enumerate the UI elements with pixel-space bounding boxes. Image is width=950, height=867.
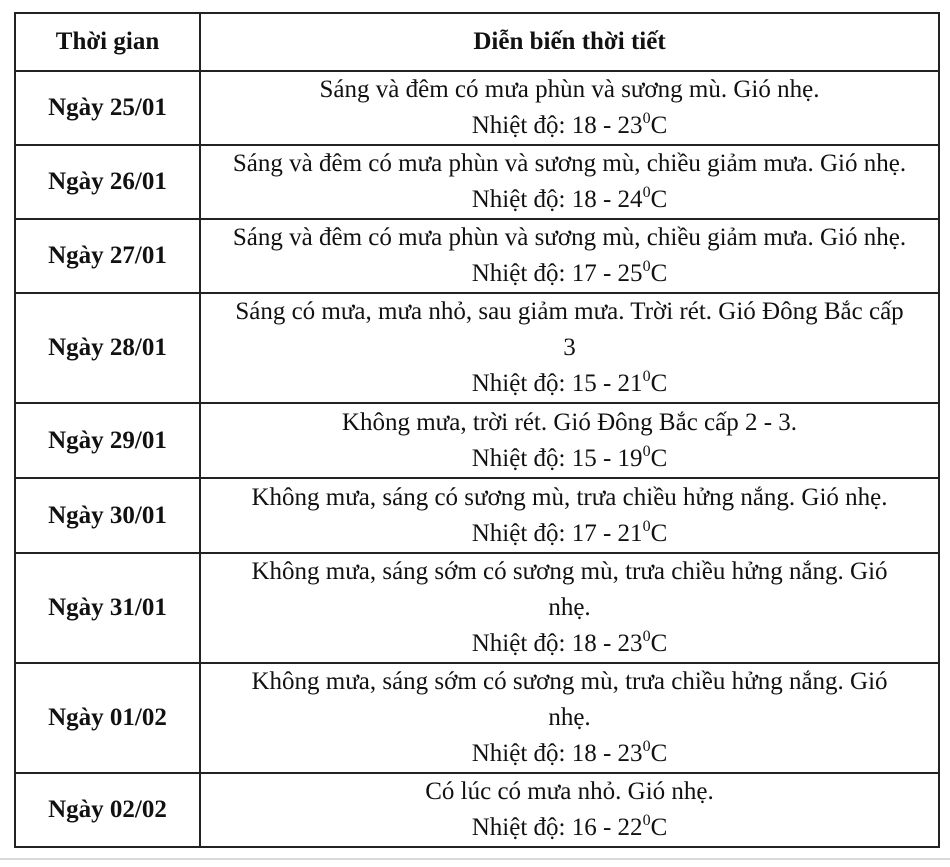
degree-mark: 0	[642, 738, 651, 755]
temperature-line	[203, 626, 936, 662]
row-weather	[200, 219, 939, 293]
table-row	[15, 145, 939, 219]
weather-description: Không mưa, sáng có sương mù, trưa chiều hửng nắng. Gió nhẹ.	[251, 483, 888, 511]
temperature-unit: C	[650, 112, 668, 139]
temperature-label: Nhiệt độ:	[471, 740, 566, 767]
temperature-label: Nhiệt độ:	[471, 519, 566, 547]
temperature-range: 18 - 23	[571, 112, 643, 139]
temperature-label: Nhiệt độ:	[471, 814, 566, 841]
temperature-unit: C	[650, 260, 668, 287]
weather-description-continued: 3	[563, 334, 576, 361]
row-date: Ngày 27/01	[15, 219, 200, 293]
temperature-range: 18 - 24	[571, 186, 643, 213]
row-weather	[200, 71, 939, 145]
temperature-range: 17 - 21	[571, 519, 643, 547]
degree-mark: 0	[642, 628, 651, 645]
weather-description-continued: nhẹ.	[548, 594, 591, 621]
degree-mark: 0	[642, 812, 651, 829]
temperature-range: 15 - 21	[571, 370, 643, 397]
temperature-label: Nhiệt độ:	[471, 186, 566, 213]
row-date: Ngày 02/02	[15, 773, 200, 847]
bottom-divider	[0, 858, 950, 860]
table-row	[15, 663, 939, 773]
temperature-unit: C	[650, 630, 668, 657]
temperature-line	[203, 256, 936, 292]
header-weather: Diễn biến thời tiết	[200, 13, 939, 71]
degree-mark: 0	[642, 184, 651, 201]
temperature-unit: C	[650, 444, 668, 472]
header-time: Thời gian	[15, 13, 200, 71]
weather-forecast-table	[14, 12, 940, 848]
temperature-unit: C	[650, 740, 668, 767]
temperature-label: Nhiệt độ:	[471, 444, 566, 472]
weather-description: Sáng và đêm có mưa phùn và sương mù, chiều giảm mưa. Gió nhẹ.	[232, 224, 907, 251]
degree-mark: 0	[642, 442, 651, 460]
table-row	[15, 553, 939, 663]
degree-mark: 0	[642, 517, 651, 535]
row-weather	[200, 403, 939, 478]
weather-description: Sáng và đêm có mưa phùn và sương mù, chiều giảm mưa. Gió nhẹ.	[232, 150, 907, 177]
row-date: Ngày 29/01	[15, 403, 200, 478]
row-date: Ngày 31/01	[15, 553, 200, 663]
temperature-range: 15 - 19	[571, 444, 643, 472]
temperature-range: 18 - 23	[571, 630, 643, 657]
table-row	[15, 403, 939, 478]
temperature-line	[203, 516, 936, 552]
temperature-range: 16 - 22	[571, 814, 643, 841]
temperature-label: Nhiệt độ:	[471, 112, 566, 139]
temperature-unit: C	[650, 186, 668, 213]
degree-mark: 0	[642, 368, 651, 385]
temperature-range: 17 - 25	[571, 260, 643, 287]
row-weather	[200, 553, 939, 663]
weather-description: Không mưa, trời rét. Gió Đông Bắc cấp 2 - 3.	[341, 408, 798, 436]
degree-mark: 0	[642, 110, 651, 127]
weather-description: Không mưa, sáng sớm có sương mù, trưa chiều hửng nắng. Gió	[251, 668, 888, 695]
row-weather	[200, 773, 939, 847]
temperature-unit: C	[650, 814, 668, 841]
row-weather	[200, 293, 939, 403]
header-row	[15, 13, 939, 71]
temperature-line	[203, 108, 936, 144]
temperature-label: Nhiệt độ:	[471, 260, 566, 287]
table-row	[15, 293, 939, 403]
table-row	[15, 773, 939, 847]
table-row	[15, 71, 939, 145]
degree-mark: 0	[642, 258, 651, 275]
temperature-line	[203, 182, 936, 218]
temperature-label: Nhiệt độ:	[471, 370, 566, 397]
weather-description: Sáng và đêm có mưa phùn và sương mù. Gió nhẹ.	[319, 76, 820, 103]
table-row	[15, 219, 939, 293]
weather-description-continued: nhẹ.	[548, 704, 591, 731]
row-date: Ngày 26/01	[15, 145, 200, 219]
table-row	[15, 478, 939, 553]
temperature-line	[203, 810, 936, 846]
row-weather	[200, 478, 939, 553]
temperature-label: Nhiệt độ:	[471, 630, 566, 657]
row-date: Ngày 30/01	[15, 478, 200, 553]
temperature-line	[203, 441, 936, 477]
temperature-unit: C	[650, 519, 668, 547]
temperature-line	[203, 366, 936, 402]
weather-description: Sáng có mưa, mưa nhỏ, sau giảm mưa. Trời rét. Gió Đông Bắc cấp	[235, 298, 904, 325]
row-date: Ngày 01/02	[15, 663, 200, 773]
weather-description: Không mưa, sáng sớm có sương mù, trưa chiều hửng nắng. Gió	[251, 558, 888, 585]
row-weather	[200, 663, 939, 773]
temperature-range: 18 - 23	[571, 740, 643, 767]
temperature-unit: C	[650, 370, 668, 397]
row-date: Ngày 25/01	[15, 71, 200, 145]
temperature-line	[203, 736, 936, 772]
row-date: Ngày 28/01	[15, 293, 200, 403]
weather-description: Có lúc có mưa nhỏ. Gió nhẹ.	[425, 778, 714, 805]
row-weather	[200, 145, 939, 219]
